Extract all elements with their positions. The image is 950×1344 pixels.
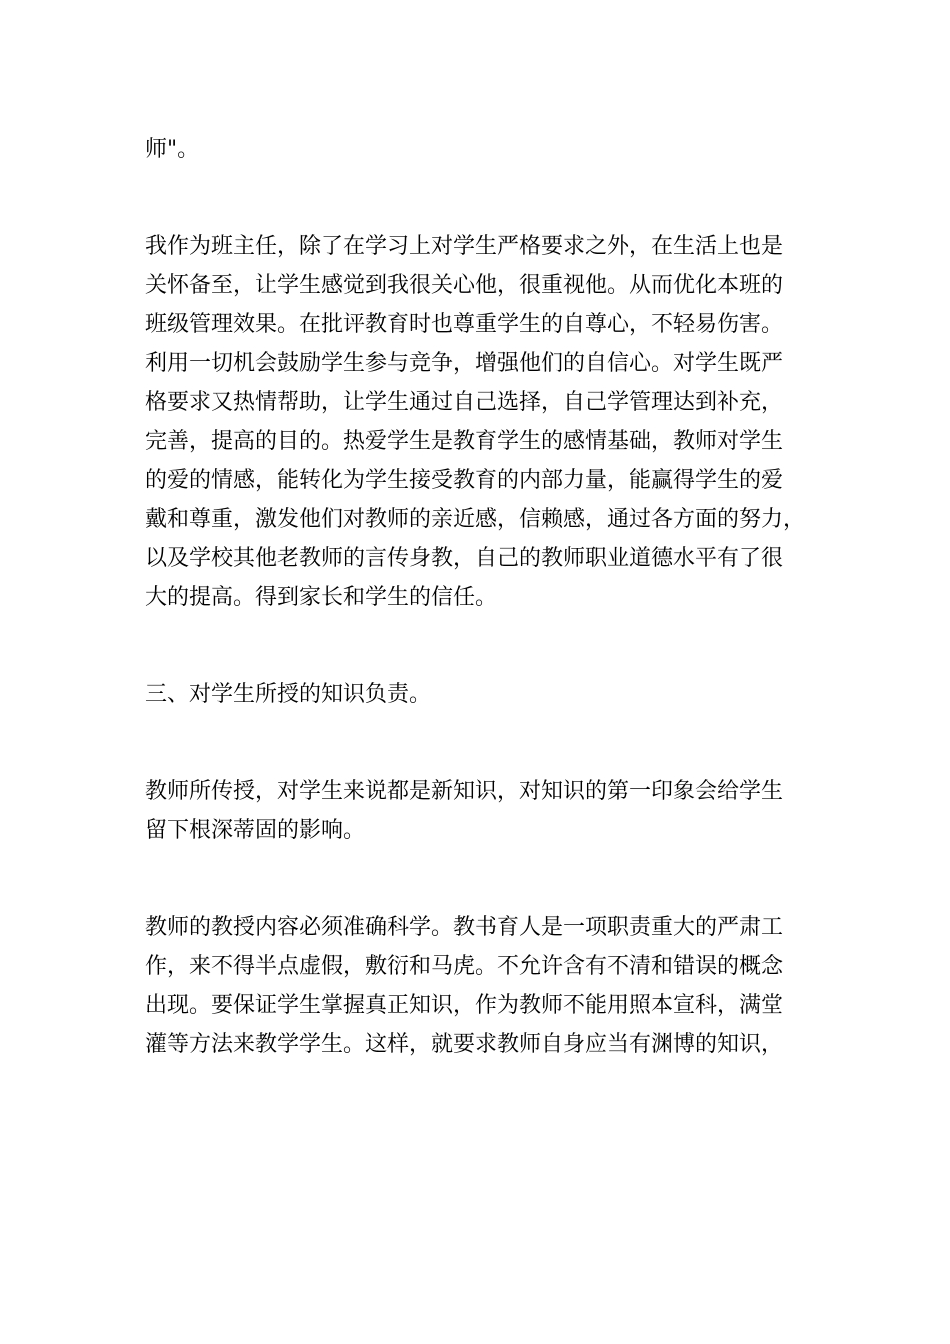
text-line: 关怀备至，让学生感觉到我很关心他，很重视他。从而优化本班的 [145,273,784,298]
paragraph-teaching-content [145,908,815,1064]
text-line: 教师所传授，对学生来说都是新知识，对知识的第一印象会给学生 [145,779,784,804]
text-line: 师"。 [145,137,200,162]
paragraph-spacer [145,617,815,675]
text-line: 作，来不得半点虚假，敷衍和马虎。不允许含有不清和错误的概念 [145,954,784,979]
text-line: 班级管理效果。在批评教育时也尊重学生的自尊心，不轻易伤害。 [145,312,784,337]
text-line: 大的提高。得到家长和学生的信任。 [145,585,498,610]
paragraph-spacer [145,850,815,908]
section-heading [145,675,815,714]
text-line: 以及学校其他老教师的言传身教，自己的教师职业道德水平有了很 [145,546,784,571]
paragraph-new-knowledge [145,772,815,850]
paragraph-spacer [145,714,815,772]
text-line: 我作为班主任，除了在学习上对学生严格要求之外，在生活上也是 [145,234,784,259]
text-line: 利用一切机会鼓励学生参与竞争，增强他们的自信心。对学生既严 [145,351,784,376]
paragraph-spacer [145,169,815,227]
text-line: 灌等方法来教学学生。这样，就要求教师自身应当有渊博的知识， [145,1032,784,1057]
text-line: 完善，提高的目的。热爱学生是教育学生的感情基础，教师对学生 [145,429,784,454]
paragraph-continuation [145,130,815,169]
text-line: 教师的教授内容必须准确科学。教书育人是一项职责重大的严肃工 [145,915,784,940]
paragraph-class-teacher [145,227,815,617]
text-line: 的爱的情感，能转化为学生接受教育的内部力量，能赢得学生的爱 [145,468,784,493]
document-body [145,130,815,1064]
text-line: 戴和尊重，激发他们对教师的亲近感，信赖感，通过各方面的努力， [145,507,806,532]
text-line: 格要求又热情帮助，让学生通过自己选择，自己学管理达到补充， [145,390,784,415]
text-line: 出现。要保证学生掌握真正知识，作为教师不能用照本宣科，满堂 [145,993,784,1018]
text-line: 三、对学生所授的知识负责。 [145,682,432,707]
text-line: 留下根深蒂固的影响。 [145,818,366,843]
